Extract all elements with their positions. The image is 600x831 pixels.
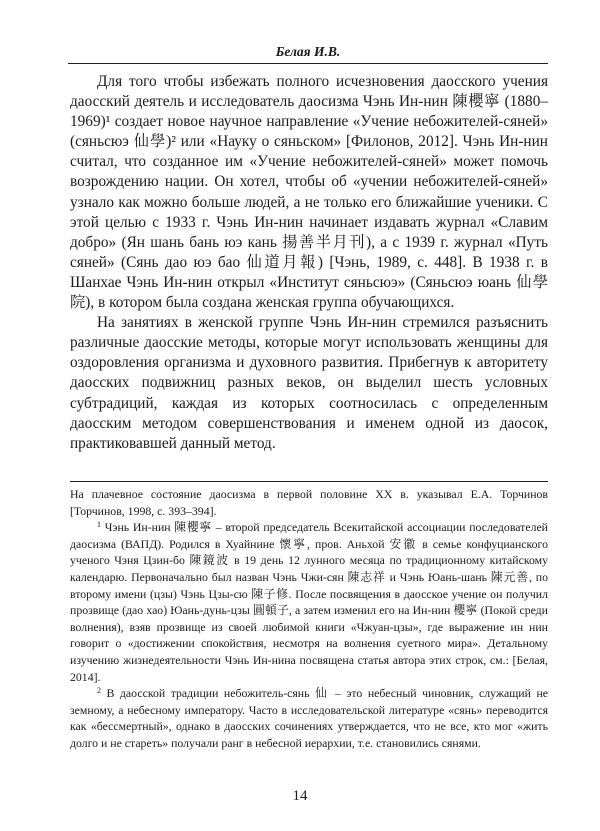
footnote-2-marker: 2: [97, 686, 101, 696]
footnote-1-marker: 1: [97, 520, 101, 530]
footnote-2: [70, 685, 548, 751]
body-paragraph-1: Для того чтобы избежать полного исчезновения даосского учения даосский деятель и исследователь даосизма Чэнь Ин-нин 陳櫻寧 (1880–1969)¹ создает новое научное направление «Учение небожителей-сяней» (сяньсюэ 仙學)² или «Науку о сяньском» [Филонов, 2012]. Чэнь Ин-нин считал, что созданное им «Учение небожителей-сяней» может помочь возрождению нации. Он хотел, чтобы об «учении небожителей-сяней» узнало как можно больше людей, а не только его ближайшие ученики. С этой целью с 1933 г. Чэнь Ин-нин начинает издавать журнал «Славим добро» (Ян шань бань юэ кань 揚善半月刊), а с 1939 г. журнал «Путь сяней» (Сянь дао юэ бао 仙道月報) [Чэнь, 1989, с. 448]. В 1938 г. в Шанхае Чэнь Ин-нин открыл «Институт сяньсюэ» (Сяньсюэ юань 仙學院), в котором была создана женская группа обучающихся.: [70, 73, 548, 312]
running-header-author: Белая И.В.: [275, 44, 341, 59]
footnote-2-text: В даосской традиции небожитель-сянь 仙 – это небесный чиновник, служащий не земному, а небесному императору. Часто в исследовательской литературе «сянь» переводится как «бессмертный», однако в даосских сочинениях утверждается, что не все, кто мог «жить долго и не стареть» получали ранг в небесной иерархии, т.е. становились сянями.: [70, 686, 548, 750]
main-text: [70, 72, 548, 454]
footnote-continuation: На плачевное состояние даосизма в первой половине XX в. указывал Е.А. Торчинов [Торчинов, 1998, с. 393–394].: [70, 487, 548, 518]
body-paragraph-2: На занятиях в женской группе Чэнь Ин-нин стремился разъяснить различные даосские методы, которые могут использовать женщины для оздоровления организма и духовного развития. Прибегнув к авторитету даосских подвижниц разных веков, он выделил шесть условных субтрадиций, каждая из которых соотносилась с определенным даосским методом совершенствования и именем одной из даосок, практиковавшей данный метод.: [70, 314, 548, 452]
footnote-separator: [70, 481, 548, 482]
footnotes: [70, 486, 548, 752]
footnote-1: [70, 519, 548, 685]
header-rule: [68, 63, 548, 64]
footnote-1-text: Чэнь Ин-нин 陳櫻寧 – второй председатель Всекитайской ассоциации последователей даосизма (ВАПД). Родился в Хуайнине 懷寧, пров. Аньхой 安徽 в семье конфуцианского ученого Чэня Цзин-бо 陳鏡波 в 19 день 12 лунного месяца по традиционному китайскому календарю. Первоначально был назван Чэнь Чжи-сян 陳志祥 и Чэнь Юань-шань 陳元善, по второму имени (цзы) Чэнь Цзы-сю 陳子修. После посвящения в даосское учение он получил прозвище (дао хао) Юань-дунь-цзы 圓頓子, а затем изменил его на Ин-нин 櫻寧 (Покой среди волнения), взяв прозвище из своей любимой книги «Чжуан-цзы», где выражение ин нин говорит о «достижении спокойствия, несмотря на волнения суетного мира». Детальному изучению жизнедеятельности Чэнь Ин-нина посвящена статья автора этих строк, см.: [Белая, 2014].: [70, 520, 548, 684]
page-number: 14: [292, 788, 308, 804]
